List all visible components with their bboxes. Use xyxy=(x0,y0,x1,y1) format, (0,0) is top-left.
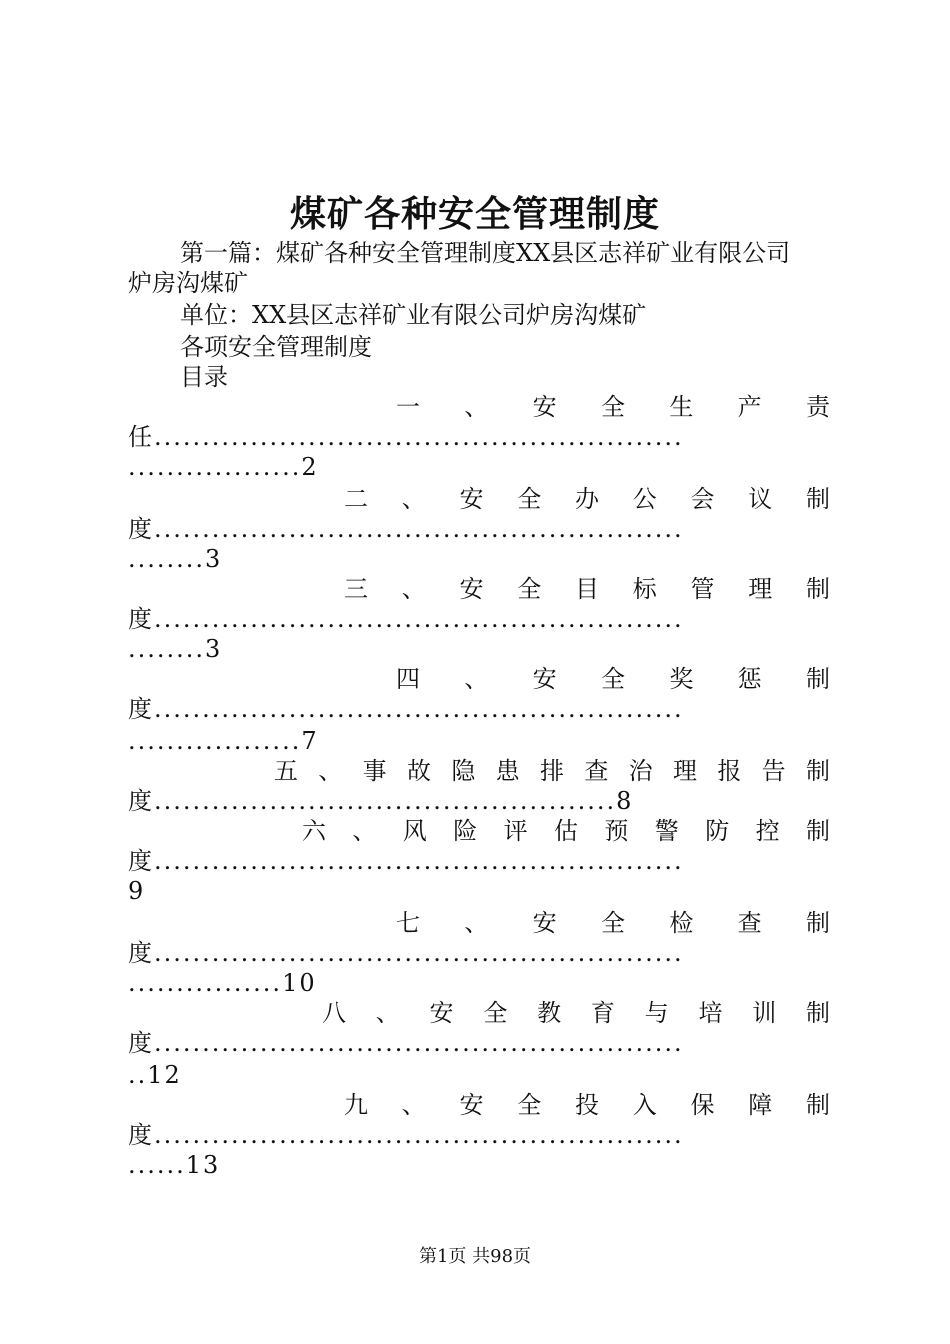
intro-line: 第一篇：煤矿各种安全管理制度XX县区志祥矿业有限公司 xyxy=(180,239,791,267)
toc-entry-leader: 度....................................................... xyxy=(128,605,684,633)
toc-entry-leader: 度....................................................... xyxy=(128,1121,684,1149)
toc-entry-title: 二、安全办公会议制 xyxy=(344,485,830,513)
toc-entry-page: 9 xyxy=(128,877,146,905)
toc-entry-page: ..................2 xyxy=(128,453,319,481)
toc-entry-title: 七、安全检查制 xyxy=(396,909,830,937)
toc-entry-page: ................10 xyxy=(128,969,317,997)
toc-entry-leader: 度....................................................... xyxy=(128,939,684,967)
toc-entry-page: ..................7 xyxy=(128,727,319,755)
intro-line-continued: 炉房沟煤矿 xyxy=(128,269,248,297)
toc-label: 目录 xyxy=(180,363,228,391)
page-footer: 第1页 共98页 xyxy=(418,1246,532,1267)
toc-entry-leader: 度....................................................... xyxy=(128,1029,684,1057)
subtitle: 各项安全管理制度 xyxy=(180,333,372,361)
toc-entry-title: 五、事故隐患排查治理报告制 xyxy=(274,757,830,785)
toc-entry-leader: 度....................................................... xyxy=(128,847,684,875)
toc-entry-page: ........3 xyxy=(128,635,223,663)
toc-entry-leader: 度....................................................... xyxy=(128,515,684,543)
toc-entry-leader: 度................................................8 xyxy=(128,787,634,815)
toc-entry-title: 三、安全目标管理制 xyxy=(344,575,830,603)
toc-entry-leader: 度....................................................... xyxy=(128,695,684,723)
toc-entry-page: ......13 xyxy=(128,1151,221,1179)
toc-entry-title: 四、安全奖惩制 xyxy=(396,665,830,693)
toc-entry-title: 一、安全生产责 xyxy=(396,393,830,421)
toc-entry-title: 六、风险评估预警防控制 xyxy=(302,817,830,845)
unit-line: 单位：XX县区志祥矿业有限公司炉房沟煤矿 xyxy=(180,301,647,329)
toc-entry-page: ........3 xyxy=(128,545,223,573)
toc-entry-title: 九、安全投入保障制 xyxy=(344,1091,830,1119)
toc-entry-leader: 任....................................................... xyxy=(128,423,684,451)
toc-entry-page: ..12 xyxy=(128,1061,182,1089)
toc-entry-title: 八、安全教育与培训制 xyxy=(322,999,830,1027)
document-title: 煤矿各种安全管理制度 xyxy=(289,193,660,235)
